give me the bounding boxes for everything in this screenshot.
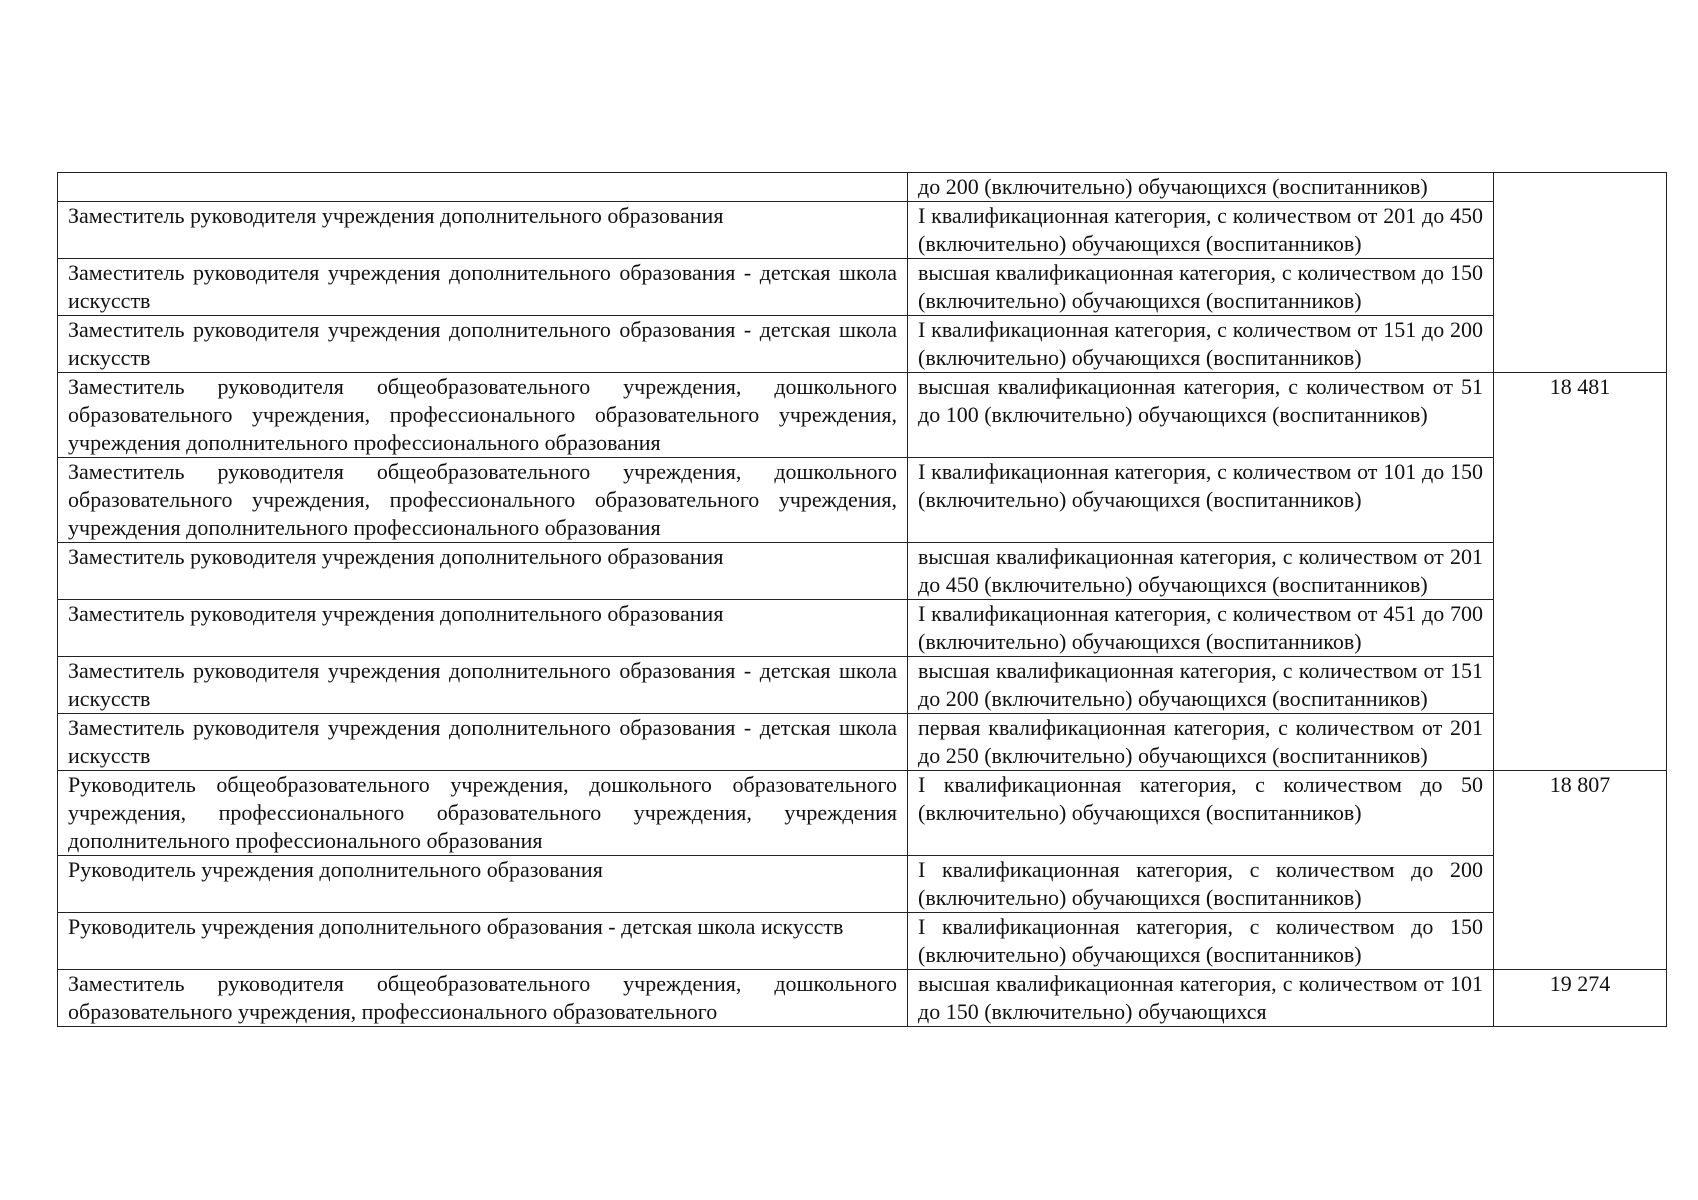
condition-cell: [908, 543, 1494, 600]
table-row: [58, 771, 1667, 856]
position-cell: [58, 657, 908, 714]
position-cell: [58, 173, 908, 202]
position-text: Заместитель руководителя общеобразовательного учреждения, дошкольного образовательного учреждения, профессионального образовательного: [68, 971, 897, 1024]
position-text: Заместитель руководителя общеобразовательного учреждения, дошкольного образовательного учреждения, профессионального образовательного учреждения, учреждения дополнительного профессионального образования: [68, 459, 897, 540]
condition-text: I квалификационная категория, с количеством от 101 до 150 (включительно) обучающихся (воспитанников): [918, 459, 1483, 512]
condition-cell: [908, 657, 1494, 714]
table-row: [58, 856, 1667, 913]
condition-text: I квалификационная категория, с количеством от 201 до 450 (включительно) обучающихся (воспитанников): [918, 203, 1483, 256]
condition-cell: [908, 856, 1494, 913]
condition-text: I квалификационная категория, с количеством до 150 (включительно) обучающихся (воспитанников): [918, 914, 1483, 967]
condition-text: высшая квалификационная категория, с количеством от 151 до 200 (включительно) обучающихся (воспитанников): [918, 658, 1483, 711]
position-text: Заместитель руководителя учреждения дополнительного образования - детская школа искусств: [68, 658, 897, 711]
position-text: Руководитель учреждения дополнительного образования - детская школа искусств: [68, 914, 844, 939]
condition-text: высшая квалификационная категория, с количеством от 201 до 450 (включительно) обучающихся (воспитанников): [918, 544, 1483, 597]
position-cell: [58, 913, 908, 970]
salary-value: 18 807: [1549, 772, 1611, 797]
position-cell: [58, 714, 908, 771]
condition-text: высшая квалификационная категория, с количеством от 101 до 150 (включительно) обучающихся: [918, 971, 1483, 1024]
position-cell: [58, 458, 908, 543]
table-row: [58, 173, 1667, 202]
condition-cell: [908, 173, 1494, 202]
condition-text: I квалификационная категория, с количеством от 451 до 700 (включительно) обучающихся (воспитанников): [918, 601, 1483, 654]
position-cell: [58, 970, 908, 1027]
salary-value: 19 274: [1549, 971, 1611, 996]
condition-cell: [908, 458, 1494, 543]
position-cell: [58, 316, 908, 373]
position-text: Заместитель руководителя учреждения дополнительного образования: [68, 601, 724, 626]
condition-cell: [908, 913, 1494, 970]
position-text: Заместитель руководителя учреждения дополнительного образования - детская школа искусств: [68, 260, 897, 313]
position-cell: [58, 259, 908, 316]
condition-cell: [908, 373, 1494, 458]
salary-value: 18 481: [1549, 374, 1611, 399]
condition-cell: [908, 202, 1494, 259]
position-cell: [58, 543, 908, 600]
position-text: Заместитель руководителя учреждения дополнительного образования - детская школа искусств: [68, 317, 897, 370]
table-row: [58, 458, 1667, 543]
table-row: [58, 316, 1667, 373]
condition-cell: [908, 771, 1494, 856]
condition-text: I квалификационная категория, с количеством от 151 до 200 (включительно) обучающихся (воспитанников): [918, 317, 1483, 370]
condition-text: до 200 (включительно) обучающихся (воспитанников): [918, 174, 1428, 199]
salary-cell: [1494, 373, 1667, 771]
condition-cell: [908, 259, 1494, 316]
table-row: [58, 600, 1667, 657]
position-text: Заместитель руководителя общеобразовательного учреждения, дошкольного образовательного учреждения, профессионального образовательного учреждения, учреждения дополнительного профессионального образования: [68, 374, 897, 455]
position-text: Заместитель руководителя учреждения дополнительного образования: [68, 544, 724, 569]
position-cell: [58, 373, 908, 458]
condition-text: высшая квалификационная категория, с количеством до 150 (включительно) обучающихся (воспитанников): [918, 260, 1483, 313]
condition-cell: [908, 600, 1494, 657]
condition-text: I квалификационная категория, с количеством до 200 (включительно) обучающихся (воспитанников): [918, 857, 1483, 910]
condition-text: I квалификационная категория, с количеством до 50 (включительно) обучающихся (воспитанников): [918, 772, 1483, 825]
table-row: [58, 970, 1667, 1027]
position-text: Заместитель руководителя учреждения дополнительного образования - детская школа искусств: [68, 715, 897, 768]
salary-cell: [1494, 771, 1667, 970]
condition-text: высшая квалификационная категория, с количеством от 51 до 100 (включительно) обучающихся (воспитанников): [918, 374, 1483, 427]
table-row: [58, 543, 1667, 600]
condition-cell: [908, 714, 1494, 771]
salary-table-body: [58, 173, 1667, 1027]
position-cell: [58, 202, 908, 259]
position-text: Руководитель общеобразовательного учреждения, дошкольного образовательного учреждения, профессионального образовательного учреждения, учреждения дополнительного профессионального образования: [68, 772, 897, 853]
position-cell: [58, 856, 908, 913]
position-cell: [58, 600, 908, 657]
condition-cell: [908, 970, 1494, 1027]
salary-cell: [1494, 970, 1667, 1027]
position-text: Заместитель руководителя учреждения дополнительного образования: [68, 203, 724, 228]
table-row: [58, 202, 1667, 259]
condition-cell: [908, 316, 1494, 373]
position-text: Руководитель учреждения дополнительного образования: [68, 857, 603, 882]
table-row: [58, 714, 1667, 771]
table-row: [58, 657, 1667, 714]
table-row: [58, 373, 1667, 458]
salary-cell-continued: [1494, 173, 1667, 373]
salary-table: [57, 172, 1667, 1027]
table-row: [58, 259, 1667, 316]
condition-text: первая квалификационная категория, с количеством от 201 до 250 (включительно) обучающихся (воспитанников): [918, 715, 1483, 768]
position-cell: [58, 771, 908, 856]
table-row: [58, 913, 1667, 970]
